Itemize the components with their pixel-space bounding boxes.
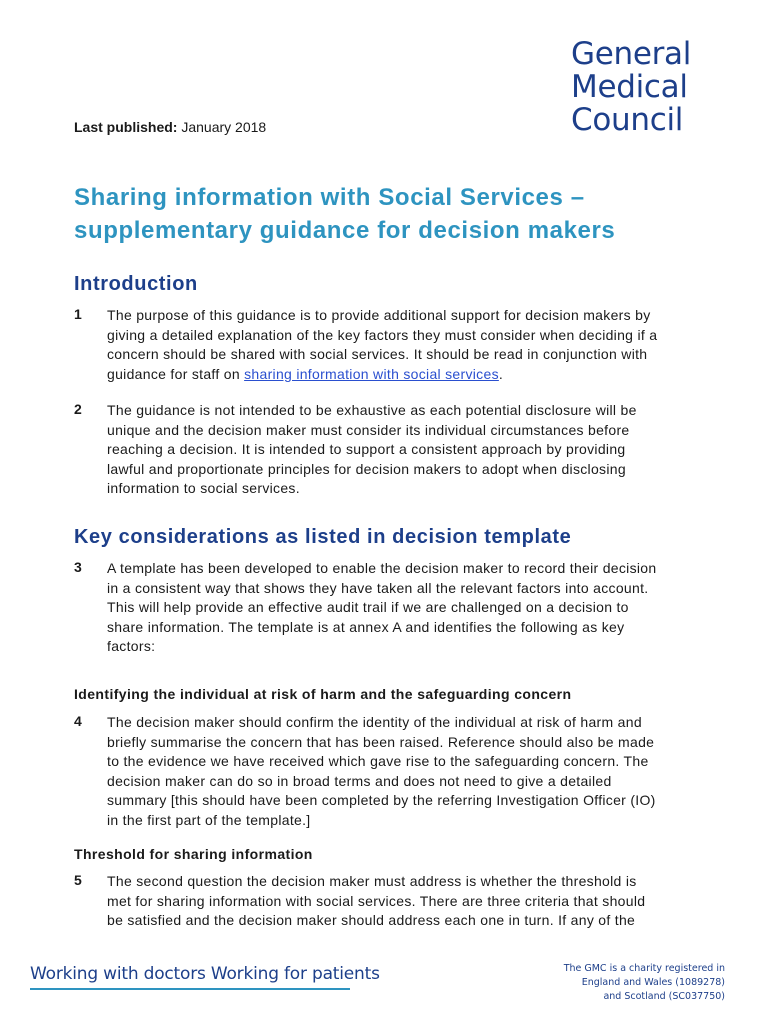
gmc-logo — [571, 38, 741, 137]
footer-tagline: Working with doctors Working for patients — [30, 964, 380, 984]
paragraph-line: The purpose of this guidance is to provide additional support for decision makers by — [107, 307, 651, 323]
paragraph-number: 3 — [74, 559, 82, 575]
paragraph-line: lawful and proportionate principles for decision makers to adopt when disclosing — [107, 460, 626, 477]
last-published-label: Last published: — [74, 119, 178, 135]
paragraph-text — [107, 306, 707, 384]
paragraph-line: The decision maker should confirm the identity of the individual at risk of harm and — [107, 714, 642, 730]
paragraph-line: information to social services. — [107, 480, 300, 496]
paragraph-line: unique and the decision maker must consider its individual circumstances before — [107, 421, 630, 438]
logo-line-2: Medical — [571, 69, 688, 105]
footer-divider — [30, 988, 350, 990]
charity-line-3: and Scotland (SC037750) — [603, 991, 725, 1002]
paragraph-line: decision maker can do so in broad terms and does not need to give a detailed — [107, 772, 612, 789]
paragraph-line: concern should be shared with social services. It should be read in conjunction with — [107, 346, 648, 362]
paragraph-number: 5 — [74, 872, 82, 888]
paragraph-line — [107, 365, 707, 385]
line-prefix: guidance for staff on — [107, 365, 245, 382]
paragraph-line: The guidance is not intended to be exhaustive as each potential disclosure will be — [107, 402, 637, 418]
paragraph-line: A template has been developed to enable the decision maker to record their decision — [107, 560, 657, 576]
sharing-info-link[interactable]: sharing information with social services — [244, 365, 499, 382]
introduction-heading: Introduction — [74, 273, 198, 295]
paragraph-text — [107, 401, 707, 499]
paragraph-line: The second question the decision maker must address is whether the threshold is — [107, 873, 637, 889]
logo-line-3: Council — [571, 102, 684, 138]
charity-notice — [564, 962, 725, 1004]
page-title — [74, 181, 714, 247]
paragraph-line: be satisfied and the decision maker should address each one in turn. If any of the — [107, 912, 636, 928]
line-suffix: . — [498, 365, 504, 382]
paragraph-line: factors: — [107, 638, 156, 654]
paragraph-text — [107, 872, 707, 931]
logo-line-1: General — [571, 36, 692, 72]
paragraph-line: briefly summarise the concern that has been raised. Reference should also be made — [107, 733, 655, 750]
paragraph-line: share information. The template is at annex A and identifies the following as key — [107, 618, 625, 635]
last-published — [74, 119, 266, 135]
paragraph-line: summary [this should have been completed by the referring Investigation Officer (IO) — [107, 792, 656, 808]
paragraph-line: reaching a decision. It is intended to support a consistent approach by providing — [107, 441, 626, 457]
paragraph-number: 4 — [74, 713, 82, 729]
paragraph-number: 1 — [74, 306, 82, 322]
paragraph-line: in the first part of the template.] — [107, 811, 311, 828]
paragraph-line: This will help provide an effective audit trail if we are challenged on a decision to — [107, 599, 629, 615]
charity-line-1: The GMC is a charity registered in — [563, 963, 725, 974]
title-line-2: supplementary guidance for decision makers — [74, 217, 616, 244]
paragraph-line: met for sharing information with social services. There are three criteria that should — [107, 892, 646, 909]
paragraph-text — [107, 559, 707, 657]
last-published-value: January 2018 — [181, 119, 267, 135]
paragraph-line: in a consistent way that shows they have taken all the relevant factors into account. — [107, 579, 649, 596]
paragraph-number: 2 — [74, 401, 82, 417]
identifying-individual-heading: Identifying the individual at risk of harm and the safeguarding concern — [74, 686, 572, 702]
threshold-heading: Threshold for sharing information — [74, 846, 313, 862]
title-line-1: Sharing information with Social Services – — [74, 184, 585, 211]
paragraph-text — [107, 713, 707, 830]
charity-line-2: England and Wales (1089278) — [581, 977, 725, 988]
paragraph-line: giving a detailed explanation of the key factors they must consider when deciding if a — [107, 326, 658, 343]
paragraph-line: to the evidence we have received which gave rise to the safeguarding concern. The — [107, 753, 649, 769]
key-considerations-heading: Key considerations as listed in decision template — [74, 526, 572, 548]
